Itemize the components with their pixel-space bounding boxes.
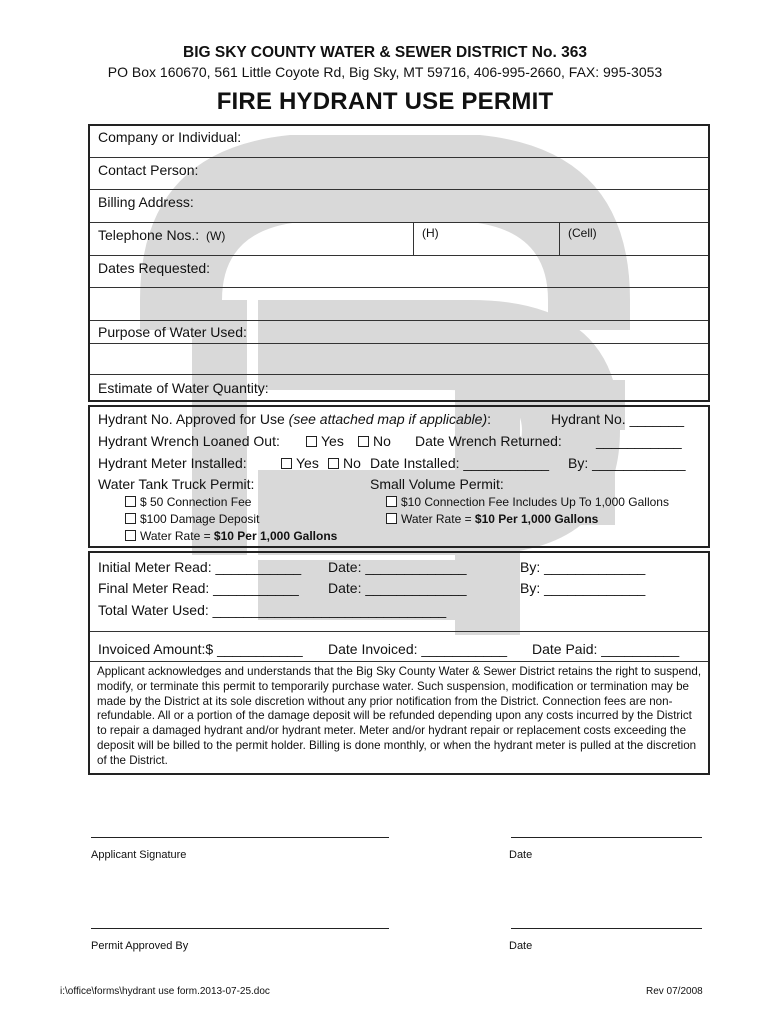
phone-divider: [559, 222, 560, 255]
approver-date-line[interactable]: [511, 928, 702, 929]
damage-deposit-option[interactable]: $100 Damage Deposit: [125, 512, 259, 526]
initial-meter-read-field[interactable]: Initial Meter Read: ___________: [98, 559, 302, 575]
page-title: FIRE HYDRANT USE PERMIT: [216, 88, 554, 115]
telephone-cell-label[interactable]: (Cell): [568, 226, 597, 240]
row-divider: [90, 374, 708, 375]
checkbox-icon[interactable]: [386, 513, 397, 524]
final-date-field[interactable]: Date: _____________: [328, 580, 467, 596]
checkbox-icon[interactable]: [386, 496, 397, 507]
telephone-work-label: (W): [206, 229, 226, 243]
checkbox-icon[interactable]: [328, 458, 339, 469]
tank-truck-permit-label: Water Tank Truck Permit:: [98, 476, 255, 492]
row-divider: [90, 320, 708, 321]
purpose-field-label[interactable]: Purpose of Water Used:: [98, 324, 247, 340]
applicant-signature-line[interactable]: [91, 837, 389, 838]
sv-connection-fee-option[interactable]: $10 Connection Fee Includes Up To 1,000 Gallons: [386, 495, 669, 509]
wrench-loaned-label: Hydrant Wrench Loaned Out:: [98, 433, 280, 449]
total-water-used-field[interactable]: Total Water Used: ______________________________: [98, 602, 447, 618]
approver-date-label: Date: [509, 940, 533, 952]
final-by-field[interactable]: By: _____________: [520, 580, 646, 596]
revision-footer: Rev 07/2008: [646, 986, 703, 997]
date-paid-field[interactable]: Date Paid: __________: [532, 641, 680, 657]
final-meter-read-field[interactable]: Final Meter Read: ___________: [98, 580, 299, 596]
row-divider: [90, 287, 708, 288]
telephone-field-label[interactable]: Telephone Nos.:: [98, 227, 200, 243]
row-divider: [90, 631, 708, 632]
dates-field-label[interactable]: Dates Requested:: [98, 260, 211, 276]
installed-by-field[interactable]: By: ____________: [568, 455, 686, 471]
phone-divider: [413, 222, 414, 255]
checkbox-icon[interactable]: [358, 436, 369, 447]
telephone-home-label[interactable]: (H): [422, 226, 439, 240]
meter-installed-label: Hydrant Meter Installed:: [98, 455, 247, 471]
meter-no-option[interactable]: No: [328, 455, 361, 471]
acknowledgement-text: Applicant acknowledges and understands that the Big Sky County Water & Sewer District retains the right to suspend, modify, or terminate this permit to temporarily purchase water. Such suspension, modification or termination may be made by the District at its sole discretion without any prior notification from the District. Connection fees are non-refundable. All or a portion of the damage deposit will be refunded depending upon any costs incurred by the District to repair a damaged hydrant and/or hydrant meter. Meter and/or hydrant repair or replacement costs exceeding the deposit will be billed to the permit holder. Billing is done monthly, or when the hydrant meter is pulled at the discretion of the District.: [97, 665, 702, 767]
connection-fee-option[interactable]: $ 50 Connection Fee: [125, 495, 251, 509]
wrench-yes-option[interactable]: Yes: [306, 433, 344, 449]
row-divider: [90, 343, 708, 344]
hydrant-approved-label: Hydrant No. Approved for Use (see attached map if applicable):: [98, 411, 491, 427]
district-address: PO Box 160670, 561 Little Coyote Rd, Big Sky, MT 59716, 406-995-2660, FAX: 995-3053: [107, 64, 663, 80]
approved-by-label: Permit Approved By: [91, 940, 189, 952]
checkbox-icon[interactable]: [281, 458, 292, 469]
hydrant-number-field[interactable]: Hydrant No. _______: [551, 411, 685, 427]
date-installed-field[interactable]: Date Installed: ___________: [370, 455, 550, 471]
date-wrench-returned-label: Date Wrench Returned:: [415, 433, 562, 449]
date-invoiced-field[interactable]: Date Invoiced: ___________: [328, 641, 508, 657]
initial-by-field[interactable]: By: _____________: [520, 559, 646, 575]
row-divider: [90, 222, 708, 223]
applicant-signature-label: Applicant Signature: [91, 849, 187, 861]
approver-signature-line[interactable]: [91, 928, 389, 929]
applicant-date-label: Date: [509, 849, 533, 861]
sv-water-rate-option[interactable]: Water Rate = $10 Per 1,000 Gallons: [386, 512, 598, 526]
small-volume-permit-label: Small Volume Permit:: [370, 476, 504, 492]
estimate-field-label[interactable]: Estimate of Water Quantity:: [98, 380, 269, 396]
date-wrench-returned-field[interactable]: ___________: [596, 433, 682, 449]
billing-field-label[interactable]: Billing Address:: [98, 194, 194, 210]
invoiced-amount-field[interactable]: Invoiced Amount:$ ___________: [98, 641, 303, 657]
row-divider: [90, 157, 708, 158]
contact-field-label[interactable]: Contact Person:: [98, 162, 199, 178]
applicant-date-line[interactable]: [511, 837, 702, 838]
water-rate-option[interactable]: Water Rate = $10 Per 1,000 Gallons: [125, 529, 337, 543]
company-field-label[interactable]: Company or Individual:: [98, 129, 242, 145]
checkbox-icon[interactable]: [306, 436, 317, 447]
checkbox-icon[interactable]: [125, 496, 136, 507]
file-path-footer: i:\office\forms\hydrant use form.2013-07-25.doc: [60, 986, 270, 997]
row-divider: [90, 661, 708, 662]
wrench-no-option[interactable]: No: [358, 433, 391, 449]
row-divider: [90, 255, 708, 256]
meter-yes-option[interactable]: Yes: [281, 455, 319, 471]
row-divider: [90, 189, 708, 190]
initial-date-field[interactable]: Date: _____________: [328, 559, 467, 575]
checkbox-icon[interactable]: [125, 530, 136, 541]
district-name: BIG SKY COUNTY WATER & SEWER DISTRICT No. 363: [183, 44, 587, 61]
checkbox-icon[interactable]: [125, 513, 136, 524]
